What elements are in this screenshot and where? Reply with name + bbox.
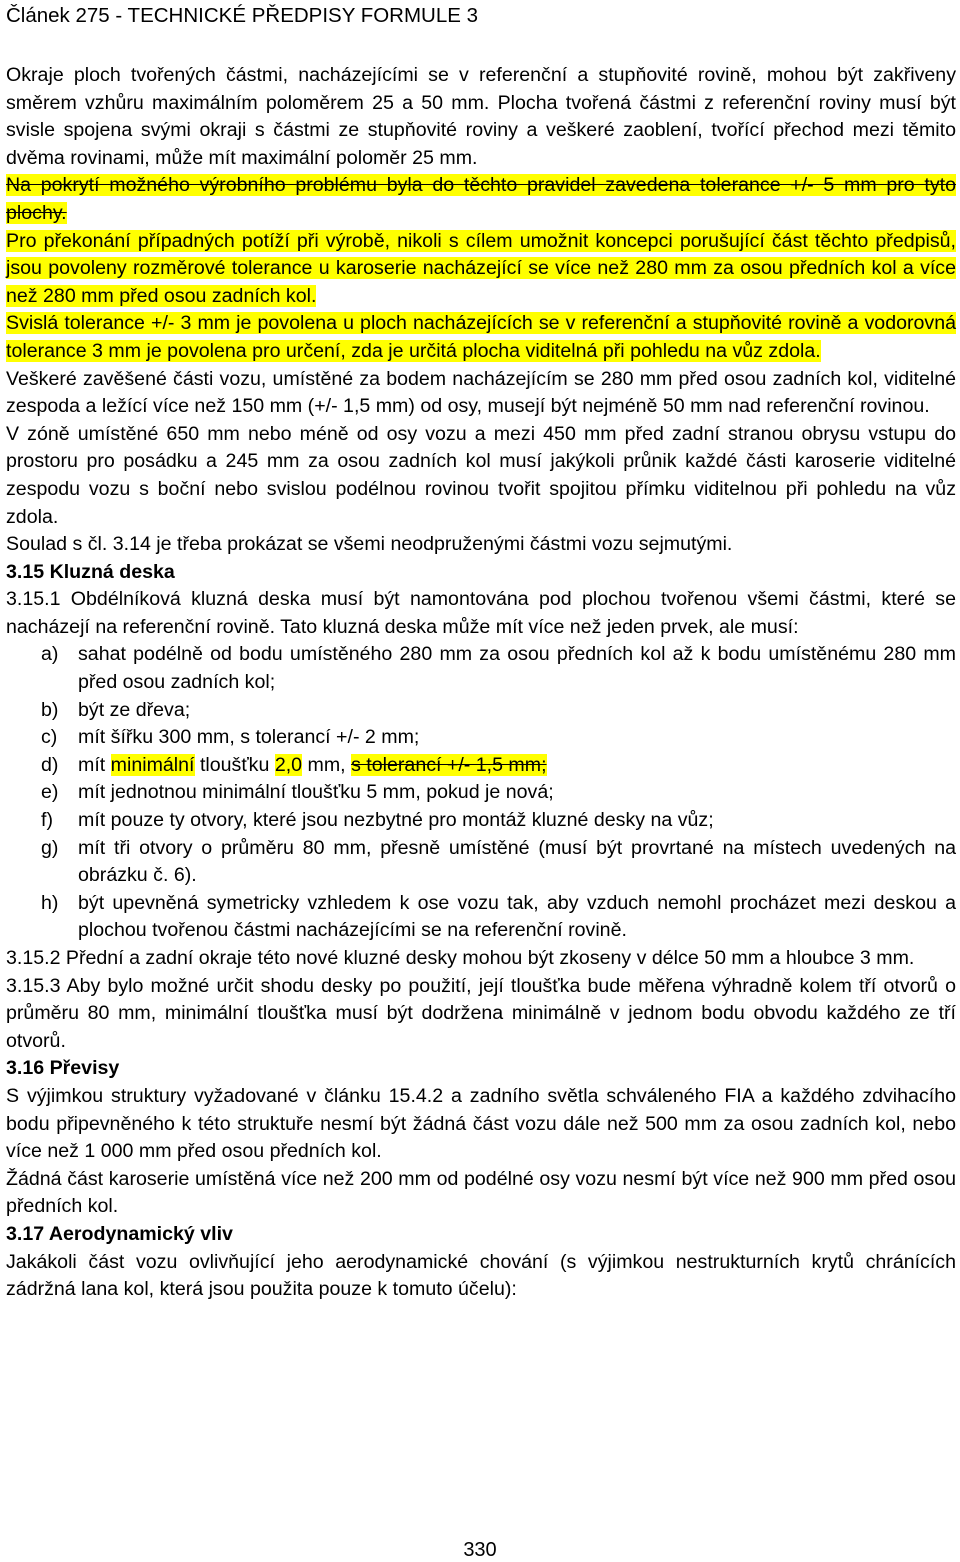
- list-marker: d): [41, 753, 59, 776]
- list-item-text: mm,: [302, 753, 352, 776]
- list-item: [6, 641, 956, 696]
- skid-block-requirements-list: [6, 641, 956, 945]
- list-marker: e): [41, 781, 59, 804]
- list-item: [6, 697, 956, 725]
- paragraph-overhang-structure: S výjimkou struktury vyžadované v článku 15.4.2 a zadního světla schváleného FIA a každého zdvihacího bodu připevněného k této struktuře nesmí být žádná část vozu dále než 500 mm za osou zadních kol, nebo více než 1 000 mm před osou předních kol.: [6, 1084, 956, 1163]
- list-item-text: tloušťku: [194, 753, 275, 776]
- list-item-text: mít: [78, 753, 111, 776]
- list-item-text: mít šířku 300 mm, s tolerancí +/- 2 mm;: [78, 726, 420, 749]
- list-item-text: mít pouze ty otvory, které jsou nezbytné pro montáž kluzné desky na vůz;: [78, 809, 714, 832]
- list-marker: b): [41, 698, 59, 721]
- highlight-text: Pro překonání případných potíží při výrobě, nikoli s cílem umožnit koncepci porušující část těchto předpisů, jsou povoleny rozměrové tolerance u karoserie nacházející se více než 280 mm za osou předních kol a více než 280 mm před osou zadních kol.: [6, 229, 956, 307]
- list-marker: f): [41, 809, 53, 832]
- list-item-text: mít tři otvory o průměru 80 mm, přesně umístěné (musí být provrtané na místech uvedených na obrázku č. 6).: [78, 836, 956, 887]
- list-marker: c): [41, 726, 58, 749]
- list-marker: a): [41, 643, 59, 666]
- highlight-text: 2,0: [274, 753, 303, 776]
- paragraph-struck-tolerance: [6, 172, 956, 227]
- section-heading-overhangs: 3.16 Převisy: [6, 1057, 120, 1080]
- paragraph-zone: V zóně umístěné 650 mm nebo méně od osy vozu a mezi 450 mm před zadní stranou obrysu vstupu do prostoru pro posádku a 245 mm za osou zadních kol musí jakýkoli průnik každé části karoserie viditelné zespodu vozu s boční nebo svislou podélnou rovinou tvořit spojitou přímku viditelnou při pohledu na vůz zdola.: [6, 422, 956, 528]
- paragraph-3-15-3: 3.15.3 Aby bylo možné určit shodu desky po použití, její tloušťka bude měřena výhradně kolem tří otvorů o průměru 80 mm, minimální tloušťka musí být dodržena minimálně v jednom bodu obvodu každého ze tří otvorů.: [6, 974, 956, 1052]
- paragraph-compliance: Soulad s čl. 3.14 je třeba prokázat se všemi neodpruženými částmi vozu sejmutými.: [6, 533, 733, 556]
- list-item: [6, 835, 956, 890]
- section-heading-skid-block: 3.15 Kluzná deska: [6, 560, 175, 583]
- page-number: 330: [463, 1539, 497, 1561]
- section-heading-aerodynamic: 3.17 Aerodynamický vliv: [6, 1222, 233, 1245]
- list-item-text: mít jednotnou minimální tloušťku 5 mm, pokud je nová;: [78, 781, 554, 804]
- list-item: [6, 779, 956, 807]
- highlight-text: Svislá tolerance +/- 3 mm je povolena u ploch nacházejících se v referenční a stupňovité rovině a vodorovná tolerance 3 mm je povolena pro určení, zda je určitá plocha viditelná při pohledu na vůz zdola.: [6, 312, 956, 362]
- paragraph-3-15-1: 3.15.1 Obdélníková kluzná deska musí být namontována pod plochou tvořenou všemi částmi, které se nacházejí na referenční rovině. Tato kluzná deska může mít více než jeden prvek, ale musí:: [6, 588, 956, 638]
- list-item-text: být ze dřeva;: [78, 698, 191, 721]
- list-item: [6, 724, 956, 752]
- page-header: Článek 275 - TECHNICKÉ PŘEDPISY FORMULE 3: [6, 4, 479, 27]
- paragraph-vertical-tolerance: [6, 310, 956, 365]
- paragraph-aerodynamic: Jakákoli část vozu ovlivňující jeho aerodynamické chování (s výjimkou nestrukturních krytů chránících zádržná lana kol, která jsou použita pouze k tomuto účelu):: [6, 1250, 956, 1301]
- highlight-text: minimální: [110, 753, 195, 776]
- paragraph-suspended-parts: Veškeré zavěšené části vozu, umístěné za bodem nacházejícím se 280 mm před osou zadních kol, viditelné zespoda a ležící více než 150 mm (+/- 1,5 mm) od osy, musejí být nejméně 50 mm nad referenční rovinou.: [6, 367, 956, 418]
- list-marker: g): [41, 836, 59, 859]
- list-item: [6, 752, 956, 780]
- list-item: [6, 807, 956, 835]
- list-marker: h): [41, 891, 59, 914]
- paragraph-overhang-bodywork: Žádná část karoserie umístěná více než 200 mm od podélné osy vozu nesmí být více než 900 mm před osou předních kol.: [6, 1167, 956, 1218]
- struck-highlight-text: s tolerancí +/- 1,5 mm;: [351, 753, 547, 776]
- struck-highlight-text: Na pokrytí možného výrobního problému byla do těchto pravidel zavedena tolerance +/- 5 mm pro tyto plochy.: [6, 174, 956, 224]
- list-item-text: sahat podélně od bodu umístěného 280 mm za osou předních kol až k bodu umístěnému 280 mm před osou zadních kol;: [78, 643, 956, 694]
- paragraph-manufacturing-tolerance: [6, 228, 956, 311]
- list-item-text: být upevněná symetricky vzhledem k ose vozu tak, aby vzduch nemohl procházet mezi deskou a plochou tvořenou částmi nacházejícími se na referenční rovině.: [78, 891, 956, 942]
- paragraph-edges: Okraje ploch tvořených částmi, nacházejícími se v referenční a stupňovité rovině, mohou být zakřiveny směrem vzhůru maximálním poloměrem 25 a 50 mm. Plocha tvořená částmi z referenční roviny musí být svisle spojena svými okraji s částmi ze stupňovité roviny a veškeré zaoblení, tvořící přechod mezi těmito dvěma rovinami, může mít maximální poloměr 25 mm.: [6, 64, 956, 169]
- paragraph-3-15-2: 3.15.2 Přední a zadní okraje této nové kluzné desky mohou být zkoseny v délce 50 mm a hloubce 3 mm.: [6, 947, 915, 969]
- document-page: [6, 2, 956, 1304]
- list-item: [6, 890, 956, 945]
